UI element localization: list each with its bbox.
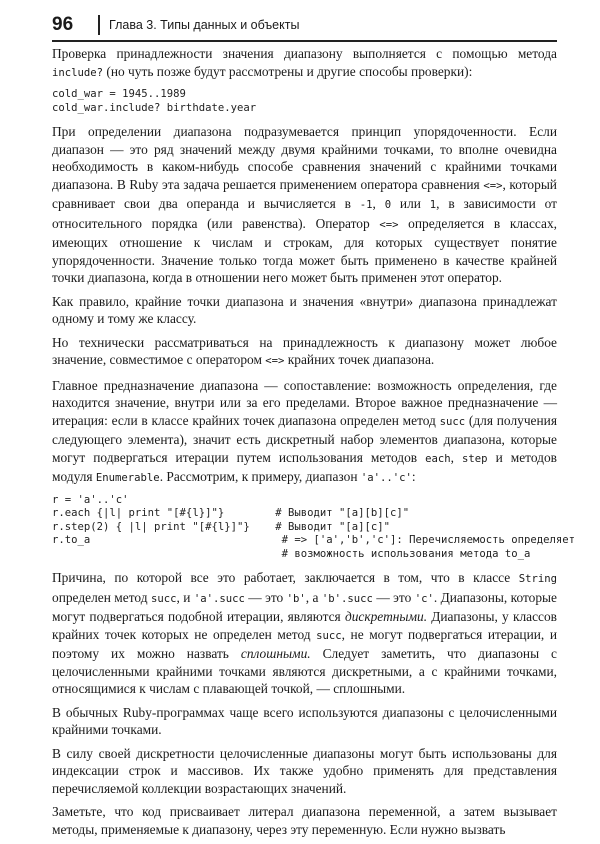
inline-code: 'a'..'c' (360, 472, 412, 484)
inline-code: String (518, 573, 557, 585)
inline-code: 1 (429, 199, 437, 211)
paragraph-integer-ranges: В обычных Ruby-программах чаще всего используются диапазоны с целочисленными крайними точками. (52, 704, 557, 737)
inline-code: -1 (359, 199, 373, 211)
paragraph-include-check: Проверка принадлежности значения диапазону выполняется с помощью метода include? (но чуть позже будут рассмотрены и другие способы проверки): (52, 46, 557, 79)
inline-code: 'b'.succ (321, 592, 373, 605)
code-block-iteration: r = 'a'..'c' r.each {|l| print "[#{l}]"} # Выводит "[a][b][c]" r.step(2) { |l| print "[#{l}]"} # Выводит "[a][c]" r.to_a # => ['a','b','c']: Перечисляемость определяет # возможность использования метода to_a (52, 493, 575, 560)
inline-code: 'c' (414, 592, 434, 605)
inline-code: Enumerable (95, 472, 160, 484)
paragraph-ordering: При определении диапазона подразумевается принцип упорядоченности. Если диапазон — это ряд значений между двумя крайними точками, то вполне очевидна необходимость в каком-нибудь способе сравнения значений с крайними точками диапазона. В Ruby эта задача решается применением оператора сравнения <=>, который сравнивает свои два операнда и вычисляется в -1, 0 или 1, в зависимости от относительного порядка (или равенства). Оператор <=> определяется в классах, имеющих отношение к числам и строкам, для которых существует понятие упорядоченности. Значение только тогда может быть применено в качестве крайней точки диапазона, когда в отношении него может быть применен этот оператор. (52, 124, 557, 285)
paragraph-purpose: Главное предназначение диапазона — сопоставление: возможность определения, где находится значение, внутри или за его пределами. Второе важное предназначение — итерация: если в классе крайних точек диапазона определен метод succ (для получения следующего элемента), значит есть дискретный набор элементов диапазона, которые могут подвергаться итерации путем использования методов each, step и методов модуля Enumerable. Рассмотрим, к примеру, диапазон 'a'..'c': (52, 377, 557, 484)
paragraph-compatible: Но технически рассматриваться на принадлежность к диапазону может любое значение, совместимое с оператором <=> крайних точек диапазона. (52, 334, 557, 367)
inline-code: step (462, 452, 488, 465)
header-divider (98, 15, 100, 35)
paragraph-variable: Заметьте, что код присваивает литерал диапазона переменной, а затем вызывает методы, применяемые к диапазону, через эту переменную. Если нужно вызвать (52, 804, 557, 837)
inline-code: include? (52, 66, 104, 79)
paragraph-same-class: Как правило, крайние точки диапазона и значения «внутри» диапазона принадлежат одному и тому же классу. (52, 293, 557, 326)
inline-code: 0 (384, 199, 392, 211)
code-block-cold-war: cold_war = 1945..1989 cold_war.include? birthdate.year (52, 88, 257, 114)
paragraph-indexing: В силу своей дискретности целочисленные диапазоны могут быть использованы для индексации строк и массивов. Их также удобно применять для представления перечисляемой коллекции возрастающих значений. (52, 745, 557, 796)
inline-code: succ (316, 629, 342, 642)
paragraph-discrete: Причина, по которой все это работает, заключается в том, что в классе String определен метод succ, и 'a'.succ — это 'b', а 'b'.succ — это 'c'. Диапазоны, которые могут подвергаться подобной итерации, являются дискретными. Диапазоны, у классов крайних точек которых не определен метод succ, не могут подвергаться итерации, и поэтому их можно назвать сплошными. Следует заметить, что диапазоны с целочисленными крайними точками являются дискретными, а с крайними точками, относящимися к числам с плавающей точкой, — сплошными. (52, 570, 557, 696)
page-header (52, 10, 557, 42)
page-number: 96 (52, 14, 74, 35)
chapter-title: Глава 3. Типы данных и объекты (109, 18, 300, 32)
inline-code: succ (150, 592, 177, 605)
inline-code: succ (439, 415, 466, 428)
inline-code: <=> (483, 179, 503, 192)
page-content (52, 45, 575, 844)
inline-code: each (425, 452, 451, 465)
inline-code: <=> (265, 355, 285, 367)
inline-code: 'b' (286, 592, 306, 605)
inline-code: <=> (379, 218, 399, 231)
emphasis-discrete: дискретными. (344, 609, 428, 624)
inline-code: 'a'.succ (193, 592, 245, 605)
emphasis-continuous: сплошными. (240, 646, 311, 661)
